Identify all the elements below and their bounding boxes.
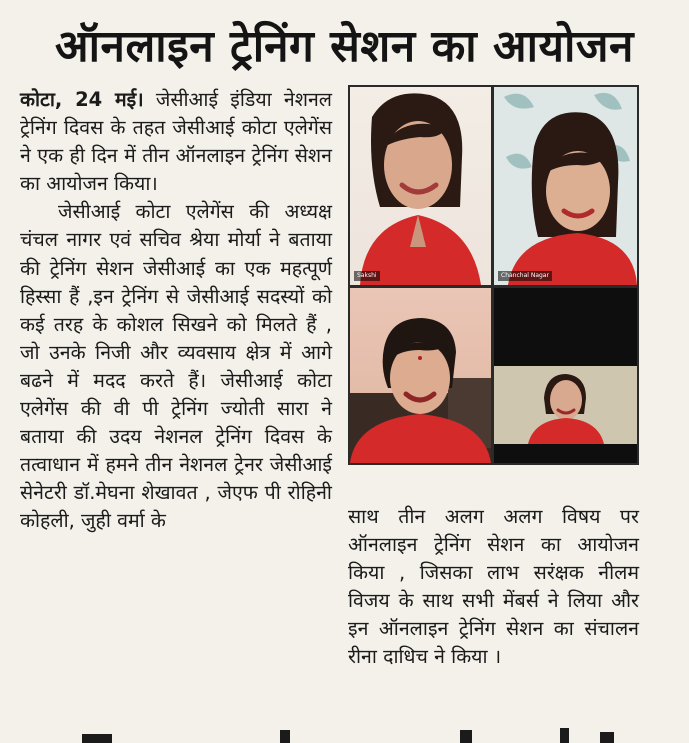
participant-tile-3: [350, 288, 491, 463]
dateline: कोटा, 24 मई।: [20, 88, 144, 111]
participant-portrait-1: [350, 87, 491, 285]
participant-name-tag: Chanchal Nagar: [498, 271, 552, 281]
participant-portrait-2: [494, 87, 637, 285]
participant-name-tag: Sakshi: [354, 271, 380, 281]
video-call-photo: [348, 85, 639, 465]
closing-paragraph: साथ तीन अलग अलग विषय पर ऑनलाइन ट्रेनिंग सेशन का आयोजन किया , जिसका लाभ सरंक्षक नीलम विजय के साथ सभी मेंबर्स ने लिया और इन ऑनलाइन ट्रेनिंग सेशन का संचालन रीना दाधिच ने किया ।: [348, 505, 639, 669]
intro-paragraph: [20, 86, 332, 198]
participant-portrait-4: [494, 288, 637, 463]
article-left-column: [20, 86, 332, 536]
body-paragraph: जेसीआई कोटा एलेगेंस की अध्यक्ष चंचल नागर एवं सचिव श्रेया मोर्या ने बताया की ट्रेनिंग सेशन जेसीआई का एक महत्पूर्ण हिस्सा हैं ,इन ट्रेनिंग से जेसीआई सदस्यों को कई तरह के कोशल सिखने को मिलते हैं , जो उनके निजी और व्यवसाय क्षेत्र में आगे बढने में मदद करते हैं। जेसीआई कोटा एलेगेंस की वी पी ट्रेनिंग ज्योती सारा ने बताया की उदय नेशनल ट्रेनिंग दिवस के तत्वाधान में हमने तीन नेशनल ट्रेनर जेसीआई सेनेटरी डॉ.मेघना शेखावत , जेएफ पी रोहिनी कोहली, जुही वर्मा के: [20, 200, 332, 533]
headline: ऑनलाइन ट्रेनिंग सेशन का आयोजन: [55, 21, 634, 72]
intro-text: जेसीआई इंडिया नेशनल ट्रेनिंग दिवस के तहत जेसीआई कोटा एलेगेंस ने एक ही दिन में तीन ऑनलाइन ट्रेनिंग सेशन का आयोजन किया।: [20, 88, 332, 196]
next-headline-fragment: [0, 726, 689, 743]
participant-tile-4: [494, 288, 637, 463]
participant-portrait-3: [350, 288, 491, 463]
participant-tile-2: [494, 87, 637, 285]
participant-tile-1: [350, 87, 491, 285]
article-right-column: [348, 503, 639, 672]
